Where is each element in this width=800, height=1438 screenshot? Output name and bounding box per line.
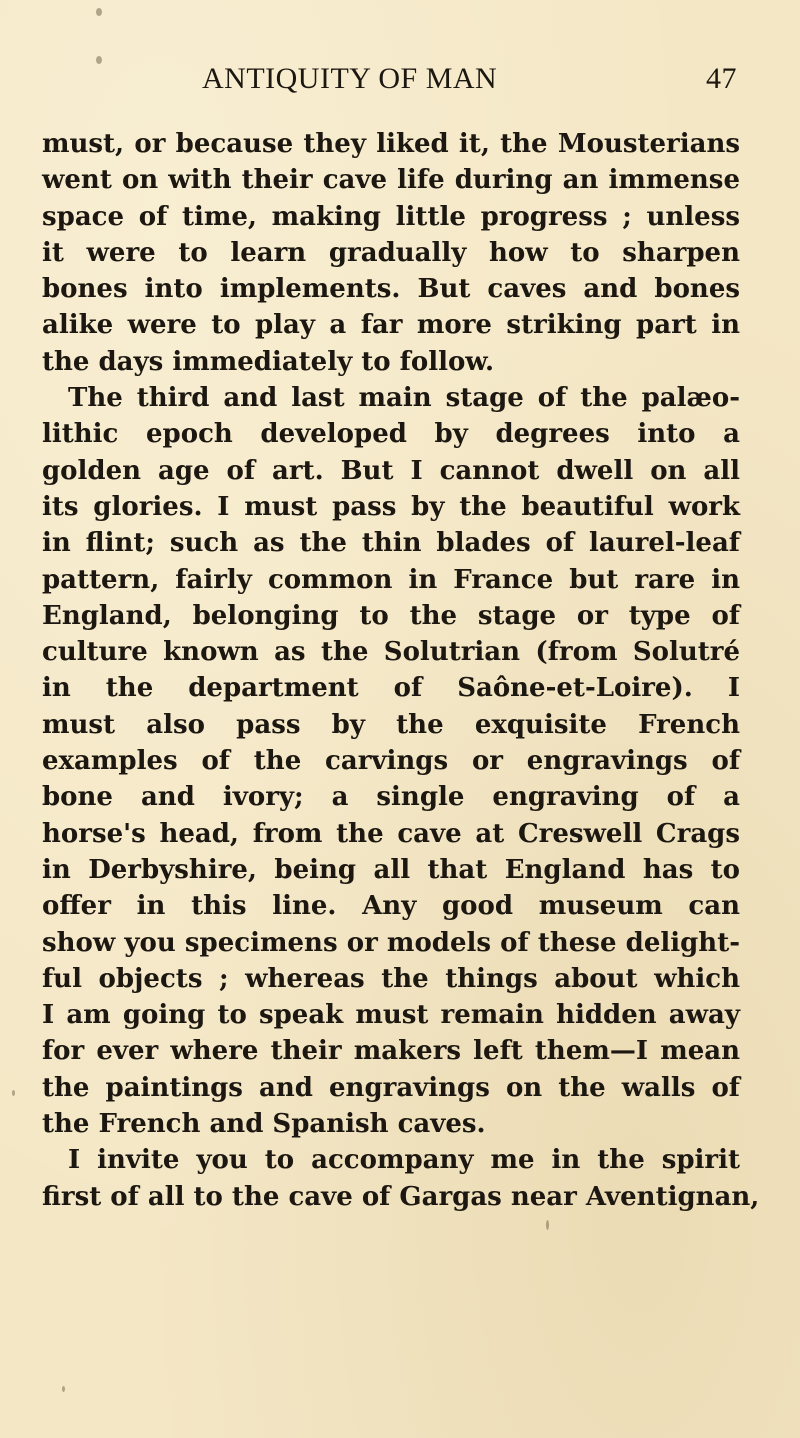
text-line: examples of the carvings or engravings of — [42, 746, 740, 777]
body-text — [42, 126, 760, 1215]
paper-speck — [546, 1220, 549, 1230]
text-line: space of time, making little progress ; unless — [42, 201, 740, 232]
running-title: ANTIQUITY OF MAN — [202, 62, 498, 95]
text-line: alike were to play a far more striking part in — [42, 310, 740, 341]
text-line: must also pass by the exquisite French — [42, 709, 740, 740]
text-line: The third and last main stage of the palæo- — [68, 383, 740, 414]
text-line: I am going to speak must remain hidden away — [42, 1000, 740, 1031]
text-line: must, or because they liked it, the Mousterians — [42, 129, 740, 159]
paper-speck — [12, 1090, 15, 1096]
text-line: England, belonging to the stage or type of — [42, 600, 740, 631]
text-line: it were to learn gradually how to sharpen — [42, 237, 740, 268]
running-head — [202, 62, 737, 102]
text-line: first of all to the cave of Gargas near Aventignan, — [42, 1181, 760, 1212]
text-line: its glories. I must pass by the beautiful work — [42, 491, 740, 522]
text-line: bones into implements. But caves and bones — [42, 274, 740, 305]
text-line: golden age of art. But I cannot dwell on all — [42, 455, 740, 486]
text-line: the French and Spanish caves. — [42, 1109, 486, 1140]
text-line: show you specimens or models of these delight- — [42, 927, 740, 958]
text-line: went on with their cave life during an immense — [42, 165, 740, 196]
paper-speck — [96, 8, 102, 16]
text-line: for ever where their makers left them—I mean — [42, 1036, 740, 1067]
text-line: the days immediately to follow. — [42, 346, 495, 377]
text-line: horse's head, from the cave at Creswell Crags — [42, 818, 740, 849]
text-line: offer in this line. Any good museum can — [42, 891, 740, 922]
text-line: ful objects ; whereas the things about which — [42, 963, 740, 994]
text-line: lithic epoch developed by degrees into a — [42, 419, 740, 450]
text-line: in Derbyshire, being all that England has to — [42, 854, 740, 885]
text-line: pattern, fairly common in France but rare in — [42, 564, 740, 595]
text-line: in flint; such as the thin blades of laurel-leaf — [42, 528, 740, 559]
text-line: I invite you to accompany me in the spirit — [68, 1145, 740, 1176]
text-line: the paintings and engravings on the walls of — [42, 1072, 740, 1103]
text-line: in the department of Saône-et-Loire). I — [42, 673, 740, 704]
paper-speck — [96, 56, 102, 64]
page-number: 47 — [706, 62, 737, 95]
text-line: culture known as the Solutrian (from Solutré — [42, 637, 740, 668]
paper-speck — [62, 1386, 65, 1392]
text-line: bone and ivory; a single engraving of a — [42, 782, 740, 813]
